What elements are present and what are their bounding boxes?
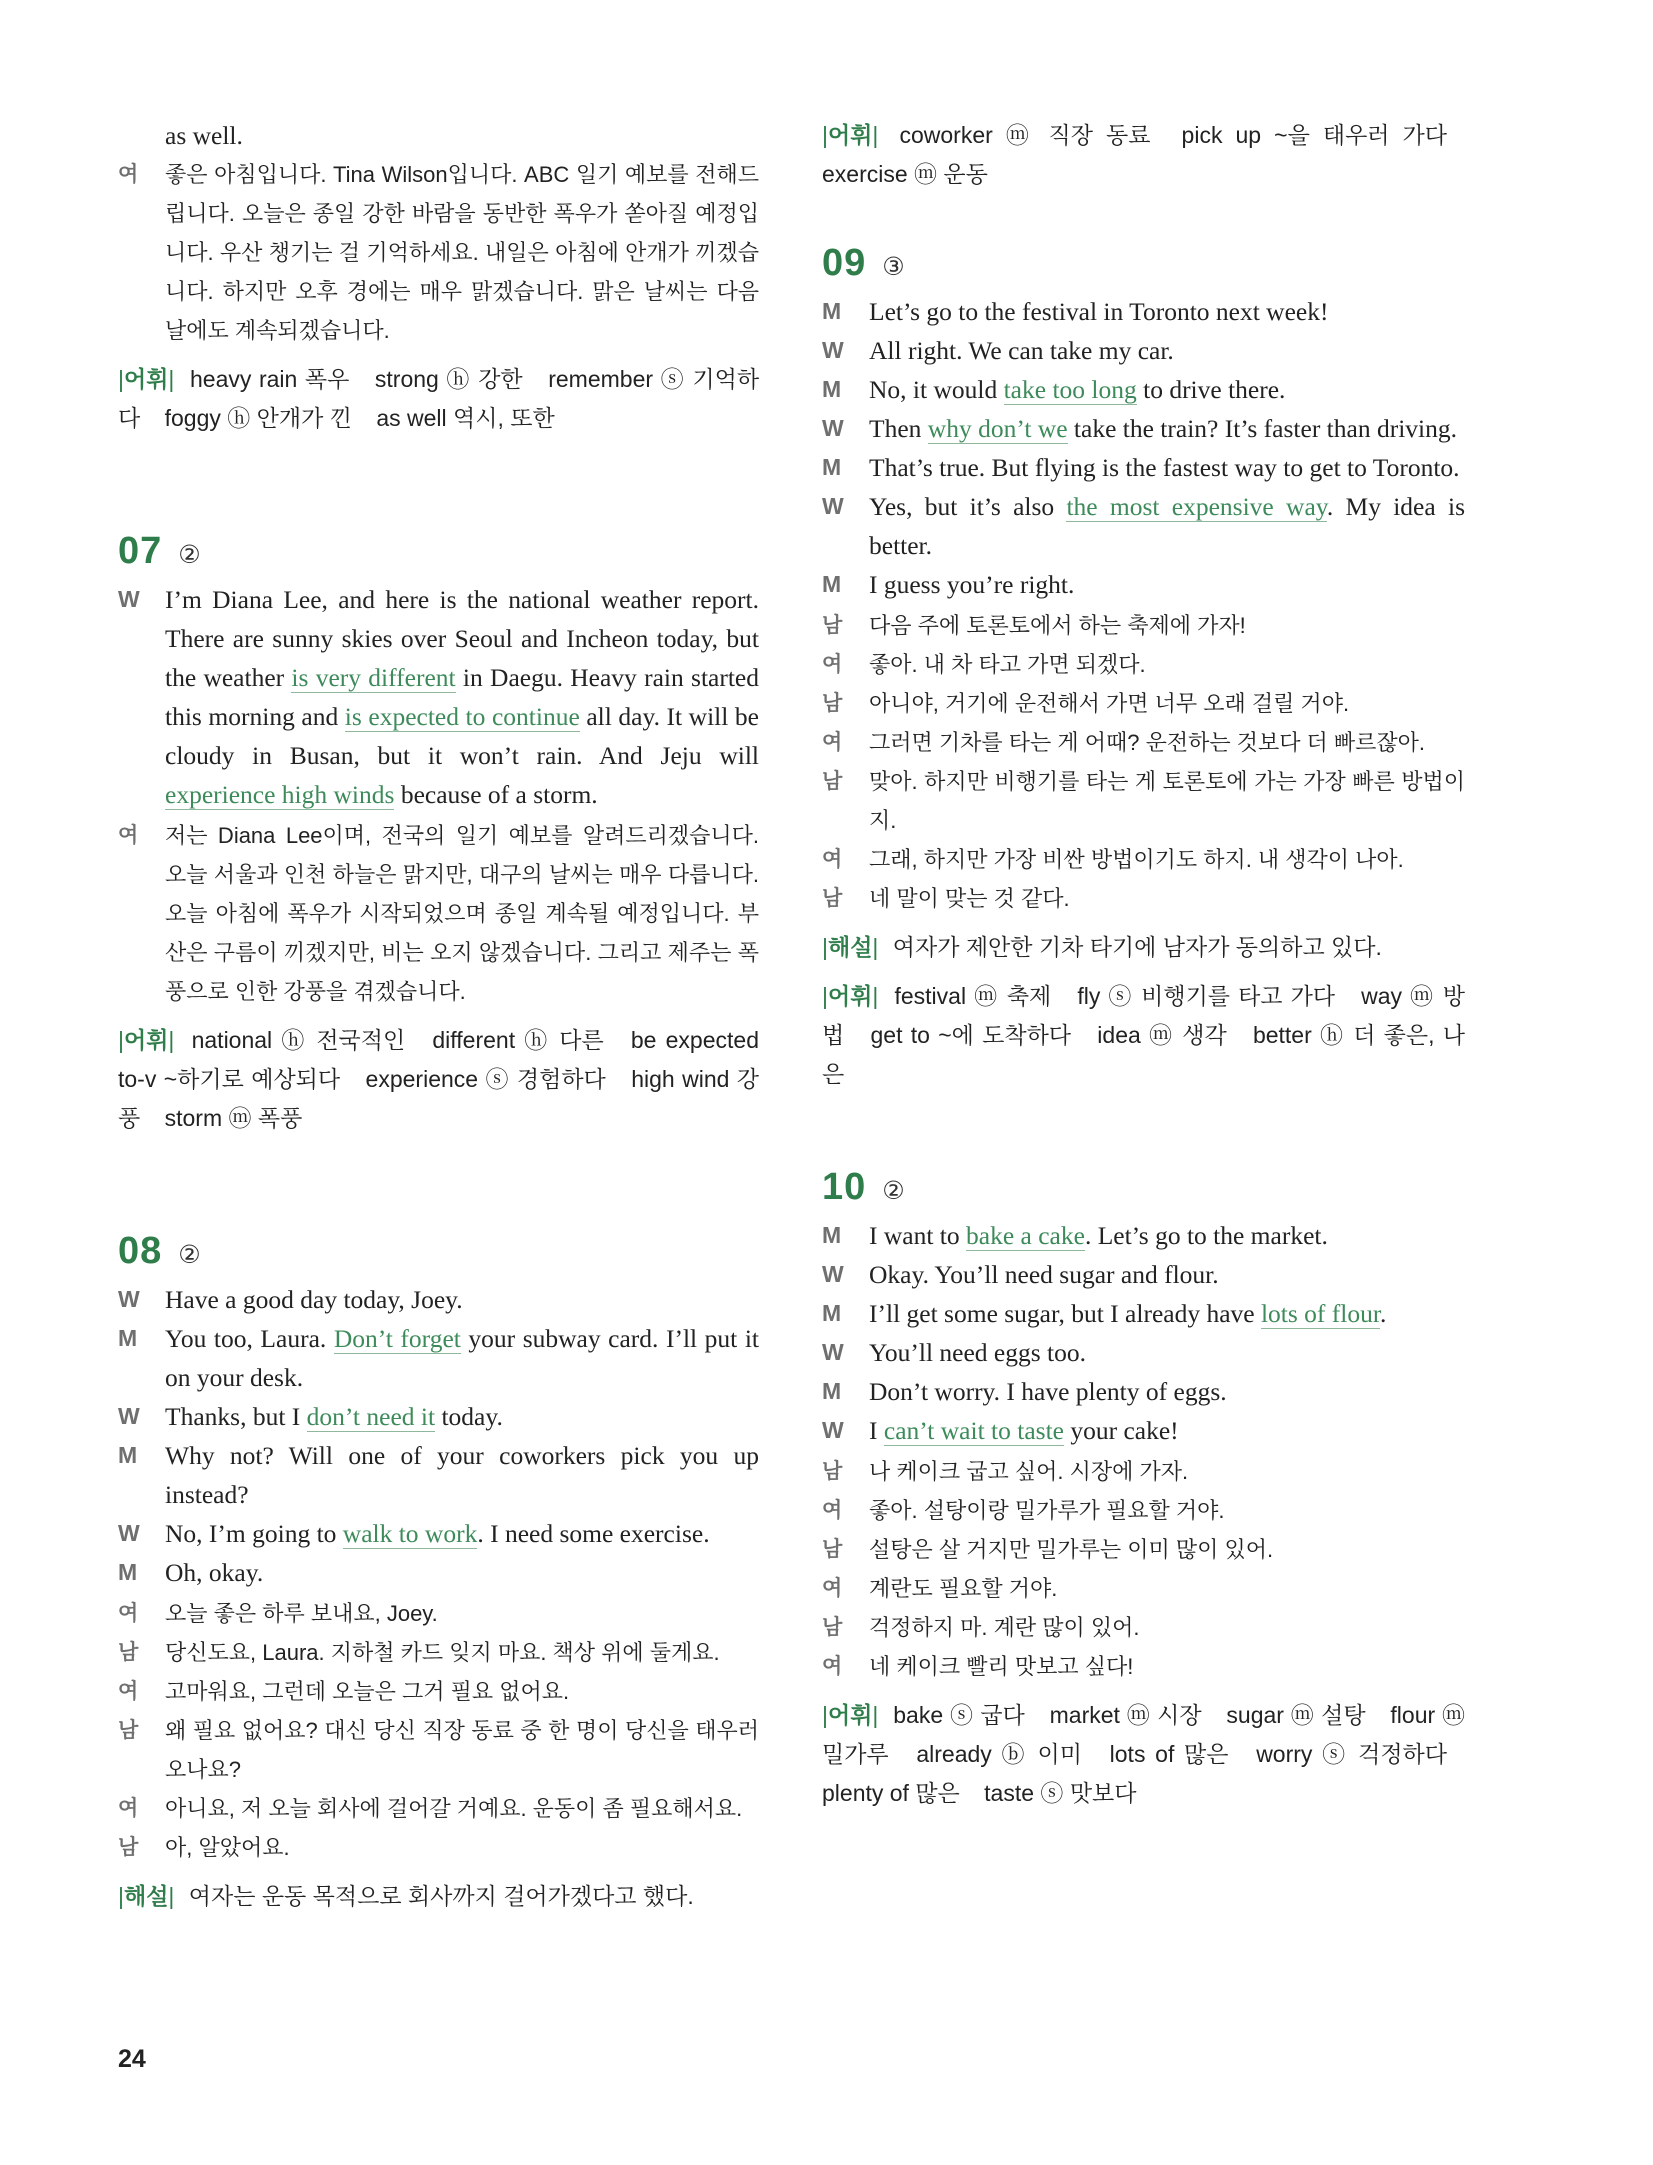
explanation-tag: |해설| [118, 1883, 175, 1909]
speaker-label: 남 [822, 887, 843, 910]
speaker-label: M [822, 376, 842, 402]
korean-translation: 저는 Diana Lee이며, 전국의 일기 예보를 알려드리겠습니다. 오늘 서울과 인천 하늘은 맑지만, 대구의 날씨는 매우 다릅니다. 오늘 아침에 폭우가 시작되었으며 종일 계속될 예정입니다. 부산은 구름이 끼겠지만, 비는 오지 않겠습니다. 그리고 제주는 폭풍으로 인한 강풍을 겪겠습니다. [165, 823, 759, 1004]
answer-mark: ② [178, 541, 201, 569]
continued-korean-line [118, 155, 759, 350]
answer-mark: ② [882, 1177, 905, 1205]
script-text: Thanks, but I don’t need it today. [165, 1402, 503, 1431]
speaker-label: 남 [822, 1460, 843, 1483]
speaker-label: 여 [822, 731, 843, 754]
script-line [118, 1280, 759, 1319]
speaker-label: 남 [118, 1836, 139, 1859]
speaker-label: W [822, 337, 844, 363]
korean-translation: 아니야, 거기에 운전해서 가면 너무 오래 걸릴 거야. [869, 691, 1350, 716]
vocab-box-09 [822, 977, 1465, 1094]
korean-line [822, 762, 1465, 840]
korean-translation: 아, 알았어요. [165, 1835, 290, 1860]
question-number: 10 [822, 1166, 867, 1208]
script-line [822, 487, 1465, 565]
script-line [822, 1411, 1465, 1450]
script-line [822, 1294, 1465, 1333]
vocab-item: plenty of 많은 [822, 1780, 960, 1806]
highlighted-phrase: is very different [291, 663, 456, 692]
script-text: Have a good day today, Joey. [165, 1285, 463, 1314]
script-line [822, 1333, 1465, 1372]
highlighted-phrase: the most expensive way [1066, 492, 1327, 521]
script-line [822, 1255, 1465, 1294]
highlighted-phrase: don’t need it [306, 1402, 436, 1431]
script-line [118, 1319, 759, 1397]
vocab-tag: |어휘| [822, 983, 879, 1009]
vocab-item: taste ⓢ 맛보다 [984, 1780, 1137, 1806]
vocab-tag: |어휘| [118, 1027, 175, 1053]
vocab-item: be expected to-v ~하기로 예상되다 [118, 1027, 759, 1092]
script-text: That’s true. But flying is the fastest way to get to Toronto. [869, 453, 1460, 482]
script-text: Then why don’t we take the train? It’s faster than driving. [869, 414, 1457, 443]
highlighted-phrase: walk to work [342, 1519, 478, 1548]
script-text: I can’t wait to taste your cake! [869, 1416, 1179, 1445]
korean-translation: 네 말이 맞는 것 같다. [869, 886, 1070, 911]
speaker-label: 남 [118, 1719, 139, 1742]
korean-line [822, 1530, 1465, 1569]
korean-translation: 좋은 아침입니다. Tina Wilson입니다. ABC 일기 예보를 전해드립니다. 오늘은 종일 강한 바람을 동반한 폭우가 쏟아질 예정입니다. 우산 챙기는 걸 기억하세요. 내일은 아침에 안개가 끼겠습니다. 하지만 오후 경에는 매우 맑겠습니다. 맑은 날씨는 다음 날에도 계속되겠습니다. [165, 162, 759, 343]
vocab-item: already ⓑ 이미 [916, 1741, 1082, 1767]
script-line [118, 1553, 759, 1592]
vocab-item: coworker ⓜ 직장 동료 [899, 122, 1151, 148]
speaker-label: W [118, 1286, 140, 1312]
speaker-label: W [822, 415, 844, 441]
speaker-label: M [822, 298, 842, 324]
script-text: I’m Diana Lee, and here is the national weather report. There are sunny skies over Seoul and Incheon today, but the weather is very different in Daegu. Heavy rain started this morning and is expected to continue all day. It will be cloudy in Busan, but it won’t rain. And Jeju will experience high winds because of a storm. [165, 585, 759, 809]
script-line [118, 580, 759, 814]
vocab-item: heavy rain 폭우 [190, 366, 350, 392]
speaker-label: W [118, 586, 140, 612]
korean-translation-block [822, 1452, 1465, 1686]
vocab-item: remember ⓢ 기억하다 [118, 366, 760, 431]
vocab-tag: |어휘| [822, 1702, 879, 1728]
speaker-label: M [118, 1559, 138, 1585]
vocab-item: different ⓗ 다른 [432, 1027, 604, 1053]
speaker-label: M [822, 1300, 842, 1326]
korean-translation: 당신도요, Laura. 지하철 카드 잊지 마요. 책상 위에 둘게요. [165, 1640, 720, 1665]
korean-translation: 계란도 필요할 거야. [869, 1576, 1058, 1601]
speaker-label: 남 [822, 770, 843, 793]
vocab-item: worry ⓢ 걱정하다 [1256, 1741, 1447, 1767]
vocab-item: idea ⓜ 생각 [1097, 1022, 1227, 1048]
speaker-label: W [822, 1339, 844, 1365]
highlighted-phrase: why don’t we [927, 414, 1068, 443]
speaker-label: M [118, 1325, 138, 1351]
speaker-label: M [822, 571, 842, 597]
korean-line [822, 684, 1465, 723]
highlighted-phrase: Don’t forget [333, 1324, 461, 1353]
script-text: No, I’m going to walk to work. I need some exercise. [165, 1519, 710, 1548]
korean-line [822, 1452, 1465, 1491]
script-text: Oh, okay. [165, 1558, 264, 1587]
korean-translation: 그러면 기차를 타는 게 어때? 운전하는 것보다 더 빠르잖아. [869, 730, 1426, 755]
vocab-item: storm ⓜ 폭풍 [164, 1105, 303, 1131]
korean-translation: 네 케이크 빨리 맛보고 싶다! [869, 1654, 1134, 1679]
korean-line [822, 606, 1465, 645]
korean-translation: 왜 필요 없어요? 대신 당신 직장 동료 중 한 명이 당신을 태우러 오나요? [165, 1718, 759, 1782]
vocab-box-10 [822, 1696, 1465, 1813]
script-text: Why not? Will one of your coworkers pick you up instead? [165, 1441, 759, 1509]
right-column [822, 116, 1465, 1813]
korean-line [118, 1672, 759, 1711]
script-line [822, 565, 1465, 604]
speaker-label: M [822, 1378, 842, 1404]
korean-translation: 고마워요, 그런데 오늘은 그거 필요 없어요. [165, 1679, 570, 1704]
script-text: I guess you’re right. [869, 570, 1075, 599]
vocab-item: lots of 많은 [1109, 1741, 1229, 1767]
speaker-label: 여 [118, 1797, 139, 1820]
korean-translation: 나 케이크 굽고 싶어. 시장에 가자. [869, 1459, 1189, 1484]
speaker-label: 여 [822, 1655, 843, 1678]
korean-line [822, 1491, 1465, 1530]
vocab-box-08 [822, 116, 1465, 194]
speaker-label: 남 [822, 692, 843, 715]
speaker-label: 남 [822, 1538, 843, 1561]
vocab-tag: |어휘| [822, 122, 879, 148]
vocab-item: get to ~에 도착하다 [870, 1022, 1072, 1048]
script-text: Let’s go to the festival in Toronto next week! [869, 297, 1329, 326]
vocab-item: better ⓗ 더 좋은, 나은 [822, 1022, 1466, 1087]
speaker-label: W [118, 1520, 140, 1546]
speaker-label: 남 [822, 614, 843, 637]
vocab-item: way ⓜ 방법 [822, 983, 1465, 1048]
vocab-item: exercise ⓜ 운동 [822, 161, 988, 187]
korean-translation: 오늘 좋은 하루 보내요, Joey. [165, 1601, 438, 1626]
explanation-text: 여자가 제안한 기차 타기에 남자가 동의하고 있다. [892, 934, 1382, 960]
script-line [118, 1514, 759, 1553]
script-line [822, 331, 1465, 370]
vocab-item: bake ⓢ 굽다 [893, 1702, 1025, 1728]
highlighted-phrase: take too long [1003, 375, 1137, 404]
korean-translation: 걱정하지 마. 계란 많이 있어. [869, 1615, 1140, 1640]
vocab-item: strong ⓗ 강한 [374, 366, 523, 392]
script-text: You’ll need eggs too. [869, 1338, 1086, 1367]
korean-translation: 좋아. 설탕이랑 밀가루가 필요할 거야. [869, 1498, 1225, 1523]
speaker-label: M [822, 1222, 842, 1248]
page-number: 24 [118, 2045, 146, 2073]
script-line [822, 409, 1465, 448]
question-07-header [118, 528, 759, 574]
speaker-label: 여 [118, 824, 139, 847]
speaker-label: 남 [822, 1616, 843, 1639]
question-08-header [118, 1228, 759, 1274]
explanation-tag: |해설| [822, 934, 879, 960]
korean-line [822, 879, 1465, 918]
script-text: No, it would take too long to drive there. [869, 375, 1286, 404]
korean-line [118, 816, 759, 1011]
question-number: 07 [118, 530, 163, 572]
korean-translation: 다음 주에 토론토에서 하는 축제에 가자! [869, 613, 1246, 638]
korean-translation: 아니요, 저 오늘 회사에 걸어갈 거예요. 운동이 좀 필요해서요. [165, 1796, 743, 1821]
script-text: I want to bake a cake. Let’s go to the market. [869, 1221, 1328, 1250]
vocab-item: pick up ~을 태우러 가다 [1181, 122, 1447, 148]
vocab-item: experience ⓢ 경험하다 [365, 1066, 606, 1092]
script-text: All right. We can take my car. [869, 336, 1174, 365]
korean-translation: 좋아. 내 차 타고 가면 되겠다. [869, 652, 1146, 677]
speaker-label: 여 [118, 163, 139, 186]
korean-line [822, 1608, 1465, 1647]
speaker-label: 남 [118, 1641, 139, 1664]
script-text: Don’t worry. I have plenty of eggs. [869, 1377, 1227, 1406]
script-line [118, 1397, 759, 1436]
continued-english-line: as well. [165, 121, 243, 150]
script-line [822, 1216, 1465, 1255]
vocab-box-07 [118, 1021, 759, 1138]
highlighted-phrase: bake a cake [966, 1221, 1085, 1250]
speaker-label: 여 [118, 1602, 139, 1625]
script-line [822, 292, 1465, 331]
speaker-label: 여 [822, 848, 843, 871]
korean-line [822, 723, 1465, 762]
script-text: I’ll get some sugar, but I already have lots of flour. [869, 1299, 1387, 1328]
speaker-label: M [822, 454, 842, 480]
korean-translation-block [822, 606, 1465, 918]
speaker-label: W [822, 1261, 844, 1287]
speaker-label: M [118, 1442, 138, 1468]
answer-mark: ② [178, 1241, 201, 1269]
vocab-item: national ⓗ 전국적인 [191, 1027, 406, 1053]
speaker-label: 여 [822, 1577, 843, 1600]
vocab-item: festival ⓜ 축제 [894, 983, 1052, 1009]
korean-line [118, 1633, 759, 1672]
script-line [822, 448, 1465, 487]
explanation-08 [118, 1877, 759, 1916]
korean-translation-block [118, 1594, 759, 1867]
speaker-label: W [822, 1417, 844, 1443]
vocab-item: sugar ⓜ 설탕 [1226, 1702, 1366, 1728]
korean-line [822, 645, 1465, 684]
speaker-label: 여 [118, 1680, 139, 1703]
question-09-header [822, 240, 1465, 286]
speaker-label: 여 [822, 653, 843, 676]
korean-line [822, 1569, 1465, 1608]
korean-translation: 그래, 하지만 가장 비싼 방법이기도 하지. 내 생각이 나아. [869, 847, 1404, 872]
question-10-header [822, 1164, 1465, 1210]
korean-line [822, 840, 1465, 879]
question-number: 08 [118, 1230, 163, 1272]
vocab-item: as well 역시, 또한 [376, 405, 555, 431]
korean-line [822, 1647, 1465, 1686]
speaker-label: W [822, 493, 844, 519]
explanation-text: 여자는 운동 목적으로 회사까지 걸어가겠다고 했다. [188, 1883, 694, 1909]
highlighted-phrase: lots of flour [1260, 1299, 1380, 1328]
korean-line [118, 1789, 759, 1828]
script-text: Okay. You’ll need sugar and flour. [869, 1260, 1219, 1289]
highlighted-phrase: is expected to continue [344, 702, 580, 731]
vocab-tag: |어휘| [118, 366, 175, 392]
korean-translation: 설탕은 살 거지만 밀가루는 이미 많이 있어. [869, 1537, 1274, 1562]
korean-line [118, 1828, 759, 1867]
script-text: You too, Laura. Don’t forget your subway card. I’ll put it on your desk. [165, 1324, 759, 1392]
speaker-label: W [118, 1403, 140, 1429]
vocab-item: flour ⓜ 밀가루 [822, 1702, 1466, 1767]
korean-line [118, 1711, 759, 1789]
answer-mark: ③ [882, 253, 905, 281]
script-line [822, 370, 1465, 409]
korean-line [118, 1594, 759, 1633]
highlighted-phrase: can’t wait to taste [883, 1416, 1064, 1445]
question-number: 09 [822, 242, 867, 284]
script-text: Yes, but it’s also the most expensive way. My idea is better. [869, 492, 1465, 560]
speaker-label: 여 [822, 1499, 843, 1522]
highlighted-phrase: experience high winds [165, 780, 395, 809]
vocab-item: high wind 강풍 [118, 1066, 760, 1131]
explanation-09 [822, 928, 1465, 967]
script-line [118, 1436, 759, 1514]
vocab-item: fly ⓢ 비행기를 타고 가다 [1077, 983, 1336, 1009]
korean-translation: 맞아. 하지만 비행기를 타는 게 토론토에 가는 가장 빠른 방법이지. [869, 769, 1465, 833]
script-line [822, 1372, 1465, 1411]
left-column [118, 116, 759, 1916]
vocab-box-06 [118, 360, 759, 438]
vocab-item: foggy ⓗ 안개가 낀 [164, 405, 352, 431]
vocab-item: market ⓜ 시장 [1049, 1702, 1202, 1728]
